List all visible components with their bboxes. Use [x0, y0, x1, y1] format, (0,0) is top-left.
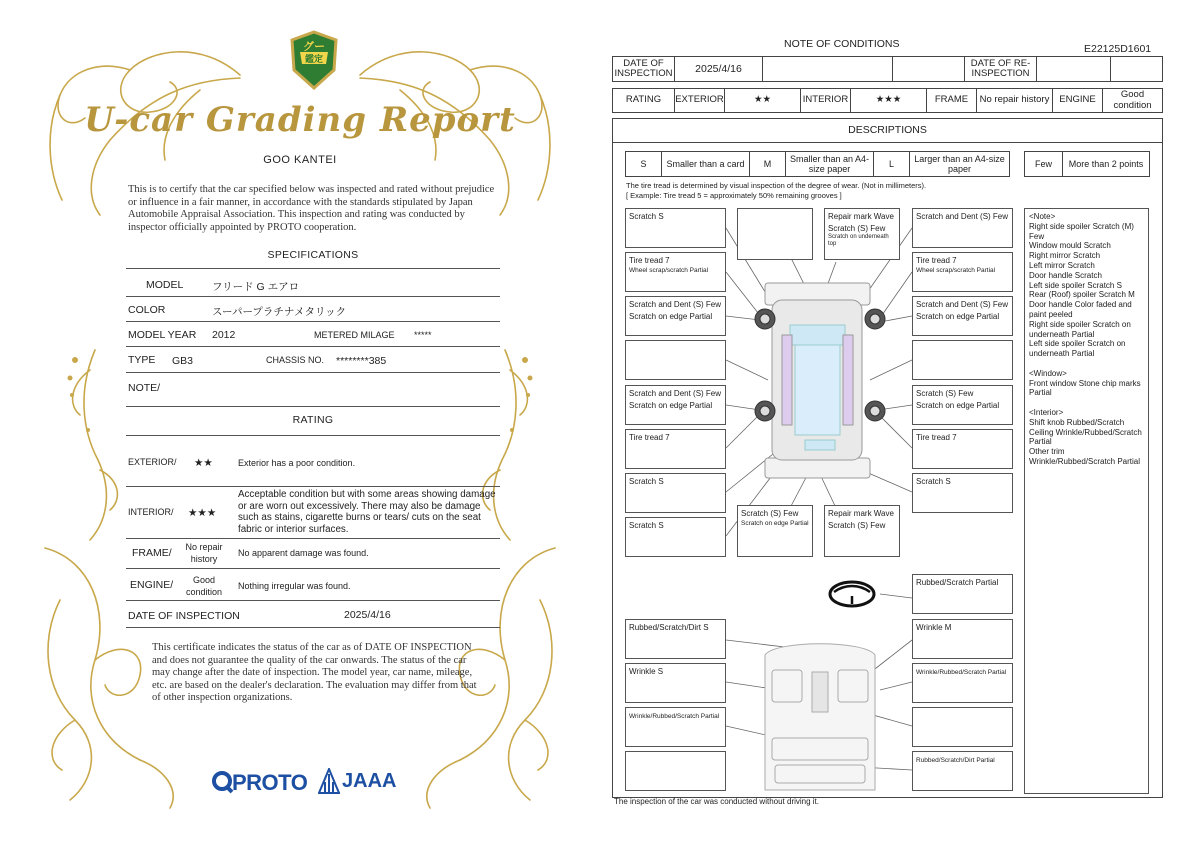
- frame-label: FRAME: [927, 89, 977, 112]
- date-of-inspection-label: DATE OF INSPECTION: [613, 57, 675, 81]
- car-interior-outline: [765, 644, 875, 790]
- model-value: フリード G エアロ: [212, 281, 300, 293]
- condition-text: Repair mark Wave: [828, 212, 894, 221]
- divider: [126, 486, 500, 487]
- note-gap: [1029, 398, 1144, 408]
- engine-value: Good condition: [1113, 89, 1152, 111]
- date-of-reinspection-label: DATE OF RE-INSPECTION: [965, 57, 1037, 81]
- divider: [126, 321, 500, 322]
- report-code: E22125D1601: [1084, 43, 1152, 55]
- note-line: Ceiling Wrinkle/Rubbed/Scratch Partial: [1029, 427, 1142, 447]
- condition-box: [824, 505, 900, 557]
- condition-text: Scratch (S) Few: [741, 509, 799, 518]
- condition-text: Wrinkle/Rubbed/Scratch Partial: [629, 713, 720, 720]
- date-of-inspection-value: 2025/4/16: [344, 609, 391, 621]
- condition-text: Scratch S: [629, 521, 664, 530]
- condition-text: Scratch and Dent (S) Few: [629, 300, 722, 309]
- date-of-inspection-label: DATE OF INSPECTION: [128, 610, 240, 622]
- divider: [126, 435, 500, 436]
- note-line: <Window>: [1029, 368, 1067, 378]
- legend-few-desc: More than 2 points: [1068, 159, 1144, 169]
- proto-logo-text: PROTO: [232, 770, 308, 795]
- divider: [126, 600, 500, 601]
- condition-text: Tire tread 7: [629, 256, 670, 265]
- condition-text: Repair mark Wave: [828, 509, 894, 518]
- car-exterior-outline: [765, 283, 870, 478]
- condition-box: [737, 505, 813, 557]
- condition-box: [625, 619, 726, 659]
- condition-text: Scratch on underneath top: [828, 234, 889, 247]
- frame-value: No repair history: [185, 542, 223, 564]
- divider: [126, 372, 500, 373]
- condition-text: Scratch and Dent (S) Few: [629, 389, 722, 398]
- condition-text: Rubbed/Scratch/Dirt S: [629, 623, 709, 632]
- steering-wheel-icon: [830, 582, 874, 606]
- legend-s-desc: Smaller than a card: [662, 152, 750, 176]
- divider: [126, 627, 500, 628]
- condition-text: Scratch on edge Partial: [916, 311, 1000, 321]
- engine-value: Good condition: [185, 575, 223, 597]
- jaaa-logo-text: JAAA: [342, 770, 397, 792]
- footer-note: The inspection of the car was conducted without driving it.: [614, 797, 819, 806]
- condition-text: Rubbed/Scratch Partial: [916, 578, 999, 587]
- note-line: Left side spoiler Scratch S: [1029, 280, 1122, 290]
- note-line: Right side spoiler Scratch (M) Few: [1029, 221, 1134, 241]
- condition-box: [625, 208, 726, 248]
- condition-text: Wrinkle S: [629, 667, 664, 676]
- condition-text: Scratch and Dent (S) Few: [916, 300, 1009, 309]
- note-line: Rear (Roof) spoiler Scratch M: [1029, 290, 1135, 300]
- interior-description: Acceptable condition but with some areas showing damage or are worn out excessively. There may also be damage such as stains, cigarette burns or tears/ cuts on the seat fabric or interior surfaces.: [238, 489, 496, 535]
- condition-box: [912, 663, 1013, 703]
- condition-box: [912, 208, 1013, 248]
- goo-kantei-label: GOO KANTEI: [263, 154, 337, 166]
- condition-box: [912, 619, 1013, 659]
- chassis-value: ********385: [336, 355, 387, 367]
- interior-stars: ★★★: [851, 89, 927, 112]
- note-line: Left mirror Scratch: [1029, 260, 1095, 270]
- color-label: COLOR: [128, 304, 166, 316]
- tire-note-example: [ Example: Tire tread 5 = approximately 50% remaining grooves ]: [626, 190, 842, 200]
- model-year-value: 2012: [212, 329, 236, 341]
- condition-box-empty: [912, 340, 1013, 380]
- exterior-description: Exterior has a poor condition.: [238, 458, 356, 468]
- note-line: Left side spoiler Scratch on underneath Partial: [1029, 339, 1126, 359]
- metered-milage-label: METERED MILAGE: [314, 330, 395, 340]
- condition-box: [912, 385, 1013, 425]
- note-line: Shift knob Rubbed/Scratch: [1029, 417, 1125, 427]
- condition-text: Scratch S: [916, 477, 951, 486]
- model-year-label: MODEL YEAR: [128, 329, 197, 341]
- note-line: Right side spoiler Scratch on underneath Partial: [1029, 319, 1131, 339]
- condition-text: Scratch on edge Partial: [916, 400, 1000, 410]
- note-line: Other trim Wrinkle/Rubbed/Scratch Partial: [1029, 447, 1141, 466]
- conditions-title: NOTE OF CONDITIONS: [784, 38, 900, 50]
- interior-stars: ★★★: [188, 507, 217, 519]
- exterior-label: EXTERIOR/: [128, 457, 177, 467]
- legend-l: L: [874, 152, 910, 176]
- exterior-stars: ★★: [725, 89, 801, 112]
- condition-box: [625, 385, 726, 425]
- condition-box: [824, 208, 900, 260]
- divider: [126, 568, 500, 569]
- date-of-inspection-value: 2025/4/16: [675, 57, 763, 81]
- model-label: MODEL: [146, 279, 184, 291]
- condition-box: [625, 663, 726, 703]
- condition-box: [625, 473, 726, 513]
- condition-box: [912, 252, 1013, 292]
- condition-box: [625, 252, 726, 292]
- divider: [126, 538, 500, 539]
- note-line: Door handle Color faded and paint peeled: [1029, 300, 1132, 319]
- metered-milage-value: *****: [414, 330, 432, 340]
- chassis-label: CHASSIS NO.: [266, 355, 325, 365]
- condition-text: Scratch on edge Partial: [629, 400, 713, 410]
- condition-text: Wheel scrap/scratch Partial: [916, 266, 996, 274]
- condition-text: Wheel scrap/scratch Partial: [629, 266, 709, 274]
- divider: [126, 406, 500, 407]
- condition-text: Scratch and Dent (S) Few: [916, 212, 1009, 221]
- rating-label: RATING: [613, 89, 675, 112]
- note-line: Right mirror Scratch: [1029, 251, 1101, 261]
- condition-text: Tire tread 7: [629, 433, 670, 442]
- condition-box: [912, 429, 1013, 469]
- divider: [126, 346, 500, 347]
- type-value: GB3: [172, 355, 194, 367]
- note-line: Door handle Scratch: [1029, 270, 1102, 280]
- condition-box: [912, 296, 1013, 336]
- frame-value: No repair history: [977, 89, 1053, 112]
- condition-text: Scratch (S) Few: [916, 389, 974, 398]
- condition-box-empty: [737, 208, 813, 260]
- proto-logo-icon: [212, 770, 234, 794]
- color-value: スーパープラチナメタリック: [212, 306, 347, 318]
- interior-label: INTERIOR/: [128, 507, 174, 517]
- condition-box: [912, 751, 1013, 791]
- certify-statement: This is to certify that the car specified below was inspected and rated without prejudice or influence in a fair manner, in accordance with the standards stipulated by Japan Automobile Appraisal Association. This inspection and rating was conducted by inspector officially appointed by PROTO cooperation.: [128, 184, 495, 234]
- condition-box: [625, 707, 726, 747]
- condition-text: Wrinkle M: [916, 623, 952, 632]
- legend-few: Few: [1025, 152, 1063, 176]
- condition-text: Rubbed/Scratch/Dirt Partial: [916, 757, 995, 764]
- note-line: Window mould Scratch: [1029, 241, 1111, 251]
- note-of-conditions: [600, 0, 1200, 848]
- condition-text: Scratch (S) Few: [828, 223, 886, 233]
- divider: [126, 268, 500, 269]
- legend-s: S: [626, 152, 662, 176]
- condition-text: Scratch on edge Partial: [629, 311, 713, 321]
- engine-label: ENGINE/: [130, 579, 174, 591]
- frame-label: FRAME/: [132, 547, 172, 559]
- condition-box: [625, 517, 726, 557]
- exterior-label: EXTERIOR: [675, 89, 725, 112]
- legend-l-desc: Larger than an A4-size paper: [914, 154, 1005, 174]
- engine-description: Nothing irregular was found.: [238, 581, 351, 591]
- condition-text: Scratch S: [629, 477, 664, 486]
- legend-m-desc: Smaller than an A4-size paper: [786, 152, 874, 176]
- condition-box-empty: [625, 751, 726, 791]
- condition-text: Scratch S: [629, 212, 664, 221]
- condition-box: [912, 473, 1013, 513]
- condition-box: [625, 296, 726, 336]
- rating-heading: RATING: [292, 414, 334, 426]
- note-gap: [1029, 359, 1144, 369]
- note-line: Front window Stone chip marks Partial: [1029, 378, 1141, 398]
- legend-m: M: [750, 152, 786, 176]
- condition-text: Wrinkle/Rubbed/Scratch Partial: [916, 669, 1007, 676]
- condition-box: [625, 429, 726, 469]
- condition-box: [912, 574, 1013, 614]
- exterior-stars: ★★: [194, 457, 213, 469]
- descriptions-heading: DESCRIPTIONS: [612, 118, 1163, 143]
- engine-label: ENGINE: [1053, 89, 1103, 112]
- notes-panel: [1024, 208, 1149, 794]
- interior-label: INTERIOR: [801, 89, 851, 112]
- frame-description: No apparent damage was found.: [238, 548, 369, 558]
- note-label: NOTE/: [128, 382, 161, 394]
- certificate-disclaimer: This certificate indicates the status of the car as of DATE OF INSPECTION and does not guarantee the quality of the car onwards. The status of the car may change after the date of inspection. The model year, car name, mileage, etc. are based on the dealer's declaration. The evaluation may differ from that of other inspection organizations.: [152, 642, 477, 704]
- jaaa-logo-icon: [318, 768, 340, 794]
- divider: [126, 296, 500, 297]
- specifications-heading: SPECIFICATIONS: [267, 249, 359, 261]
- condition-box-empty: [625, 340, 726, 380]
- report-title: U-car Grading Report: [84, 100, 516, 140]
- condition-text: Scratch (S) Few: [828, 520, 886, 530]
- svg-text:鑑定: 鑑定: [304, 55, 324, 65]
- tire-note-line: The tire tread is determined by visual inspection of the degree of wear. (Not in millimeters).: [626, 181, 927, 190]
- condition-text: Tire tread 7: [916, 433, 957, 442]
- svg-text:グー: グー: [303, 40, 325, 53]
- goo-kantei-badge-icon: [288, 30, 340, 90]
- note-line: <Note>: [1029, 212, 1056, 221]
- condition-text: Tire tread 7: [916, 256, 957, 265]
- condition-box-empty: [912, 707, 1013, 747]
- type-label: TYPE: [128, 354, 156, 366]
- condition-text: Scratch on edge Partial: [741, 519, 809, 527]
- note-line: <Interior>: [1029, 407, 1064, 417]
